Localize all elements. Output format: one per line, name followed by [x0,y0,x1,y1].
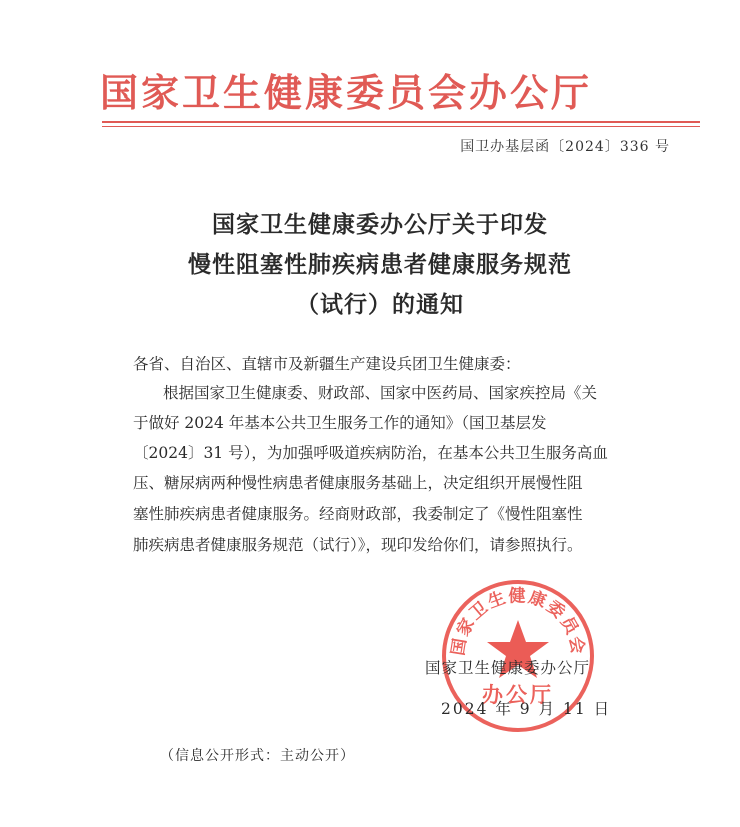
signature-date: 2024 年 9 月 11 日 [441,700,612,718]
body-line: 根据国家卫生健康委、财政部、国家中医药局、国家疾控局《关 [163,384,598,402]
header-red-rule-thick [102,121,700,123]
document-title-line-1: 国家卫生健康委办公厅关于印发 [212,211,548,238]
body-line: 塞性肺疾病患者健康服务。经商财政部，我委制定了《慢性阻塞性 [133,505,583,523]
header-red-rule-thin [102,126,700,127]
svg-text:办公厅: 办公厅 [482,682,554,707]
svg-text:国家卫生健康委员会: 国家卫生健康委员会 [448,586,588,658]
issuing-organization-header: 国家卫生健康委员会办公厅 [100,70,593,115]
disclosure-note: （信息公开形式：主动公开） [160,748,355,764]
body-line: 肺疾病患者健康服务规范（试行）》，现印发给你们，请参照执行。 [133,536,583,554]
body-line: 〔2024〕31 号），为加强呼吸道疾病防治，在基本公共卫生服务高血 [133,444,608,462]
document-title-line-2: 慢性阻塞性肺疾病患者健康服务规范 [188,251,572,278]
body-line: 压、糖尿病两种慢性病患者健康服务基础上，决定组织开展慢性阻 [133,474,583,492]
salutation: 各省、自治区、直辖市及新疆生产建设兵团卫生健康委： [133,355,521,373]
document-title-line-3: （试行）的通知 [296,291,464,318]
body-line: 于做好 2024 年基本公共卫生服务工作的通知》（国卫基层发 [133,414,547,432]
document-number: 国卫办基层函〔2024〕336 号 [460,139,670,155]
signature-organization: 国家卫生健康委办公厅 [425,659,591,677]
